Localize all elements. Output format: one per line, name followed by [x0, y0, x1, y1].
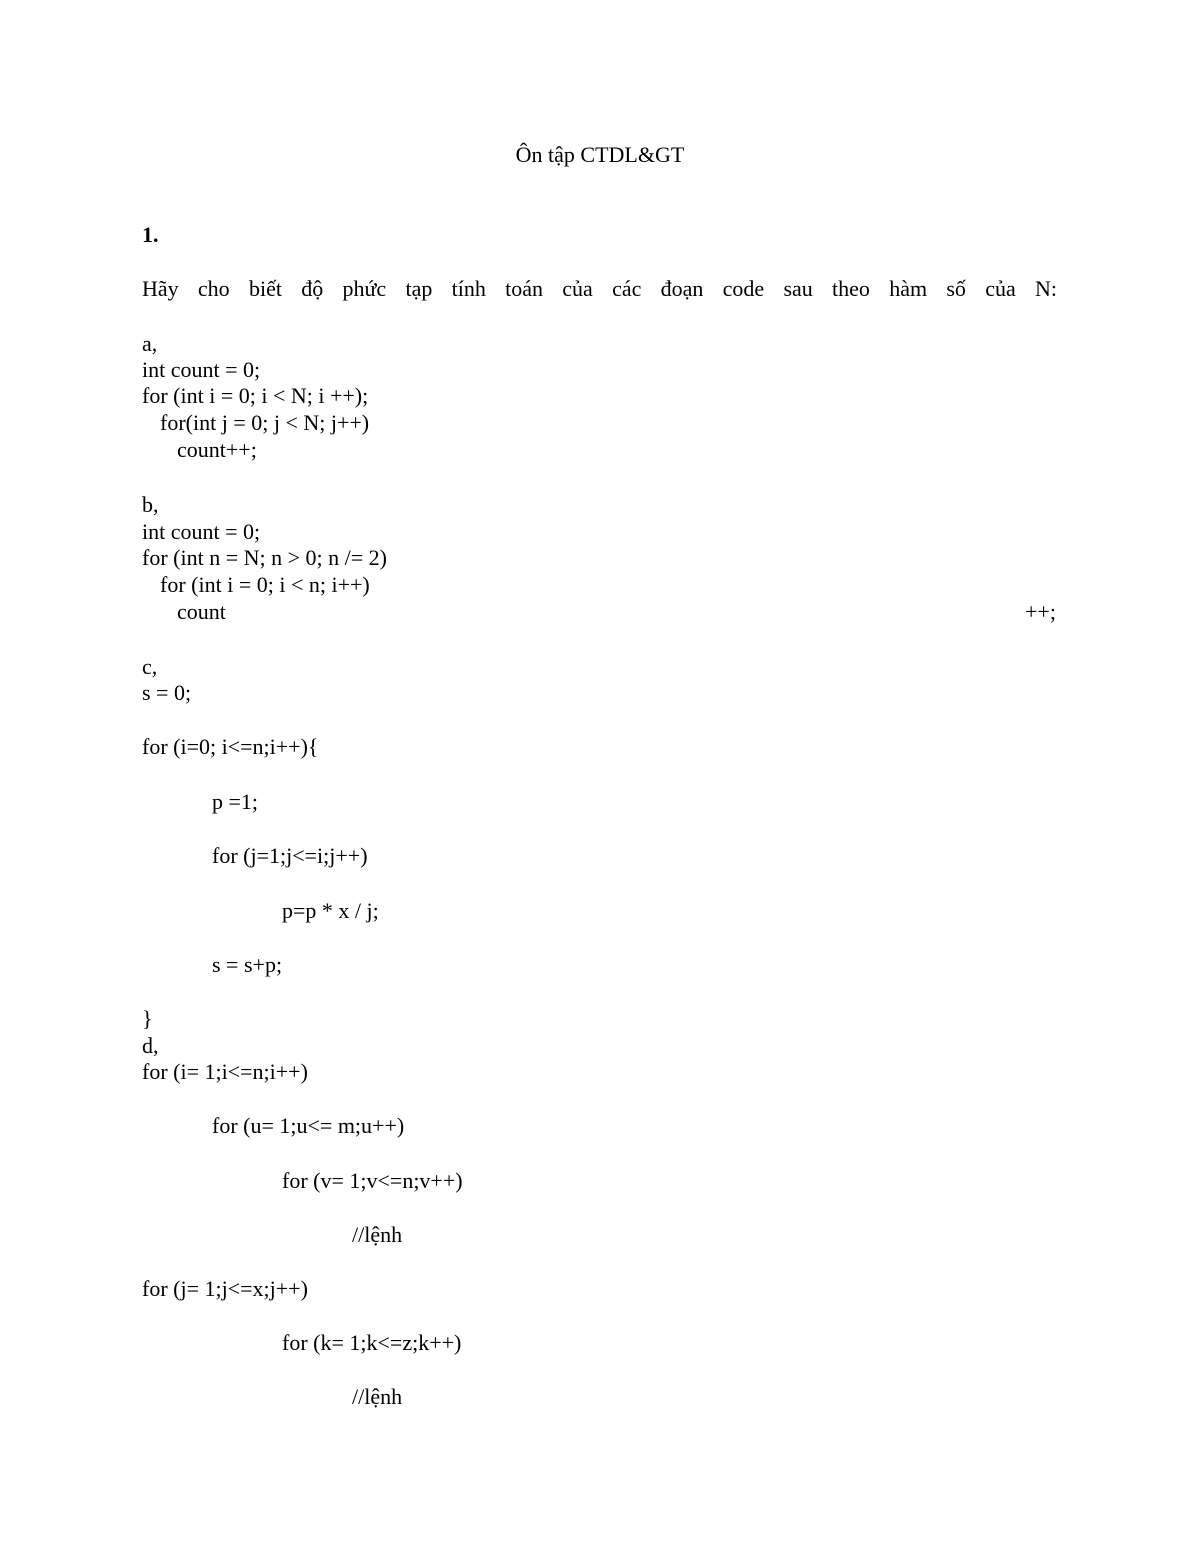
code-line-end: ++;: [1025, 599, 1056, 624]
question-word: code: [722, 276, 765, 301]
code-comment: //lệnh: [352, 1222, 403, 1247]
code-line: p =1;: [212, 789, 259, 814]
code-line: for (int i = 0; i < N; i ++);: [142, 383, 369, 408]
question-word: tạp: [405, 276, 433, 301]
code-line: p=p * x / j;: [282, 898, 379, 923]
question-word: biết: [248, 276, 282, 301]
code-comment: //lệnh: [352, 1384, 403, 1409]
code-line: count: [177, 599, 226, 624]
code-line: for (int i = 0; i < n; i++): [160, 572, 370, 597]
code-line: int count = 0;: [142, 519, 261, 544]
code-line: }: [142, 1006, 153, 1031]
code-line: for (i=0; i<=n;i++){: [142, 734, 319, 759]
question-word: của: [985, 276, 1016, 301]
question-word: Hãy: [142, 276, 179, 301]
part-c-label: c,: [142, 654, 158, 679]
question-word: độ: [301, 276, 324, 301]
question-word: các: [612, 276, 642, 301]
part-d-label: d,: [142, 1033, 159, 1058]
question-word: theo: [832, 276, 870, 301]
question-word: đoạn: [660, 276, 704, 301]
code-line: for (j=1;j<=i;j++): [212, 843, 368, 868]
part-a-label: a,: [142, 331, 158, 356]
code-line: s = s+p;: [212, 952, 283, 977]
code-line: for (i= 1;i<=n;i++): [142, 1059, 308, 1084]
question-word: sau: [783, 276, 813, 301]
code-line: for (u= 1;u<= m;u++): [212, 1113, 405, 1138]
question-word: phức: [342, 276, 387, 301]
question-word: N:: [1034, 276, 1057, 301]
code-line: s = 0;: [142, 680, 192, 705]
code-line: for(int j = 0; j < N; j++): [160, 410, 370, 435]
code-line: count++;: [177, 437, 257, 462]
code-line: int count = 0;: [142, 357, 261, 382]
code-line: for (int n = N; n > 0; n /= 2): [142, 545, 387, 570]
question-text: [142, 276, 1057, 302]
section-number: 1.: [142, 222, 159, 247]
question-word: số: [946, 276, 966, 301]
page-title: Ôn tập CTDL&GT: [515, 142, 685, 167]
code-line: for (v= 1;v<=n;v++): [282, 1168, 463, 1193]
question-word: toán: [505, 276, 543, 301]
code-line: for (k= 1;k<=z;k++): [282, 1330, 462, 1355]
question-word: của: [562, 276, 593, 301]
question-word: cho: [197, 276, 230, 301]
code-line: for (j= 1;j<=x;j++): [142, 1276, 308, 1301]
question-word: hàm: [889, 276, 928, 301]
part-b-label: b,: [142, 492, 159, 517]
question-word: tính: [451, 276, 486, 301]
